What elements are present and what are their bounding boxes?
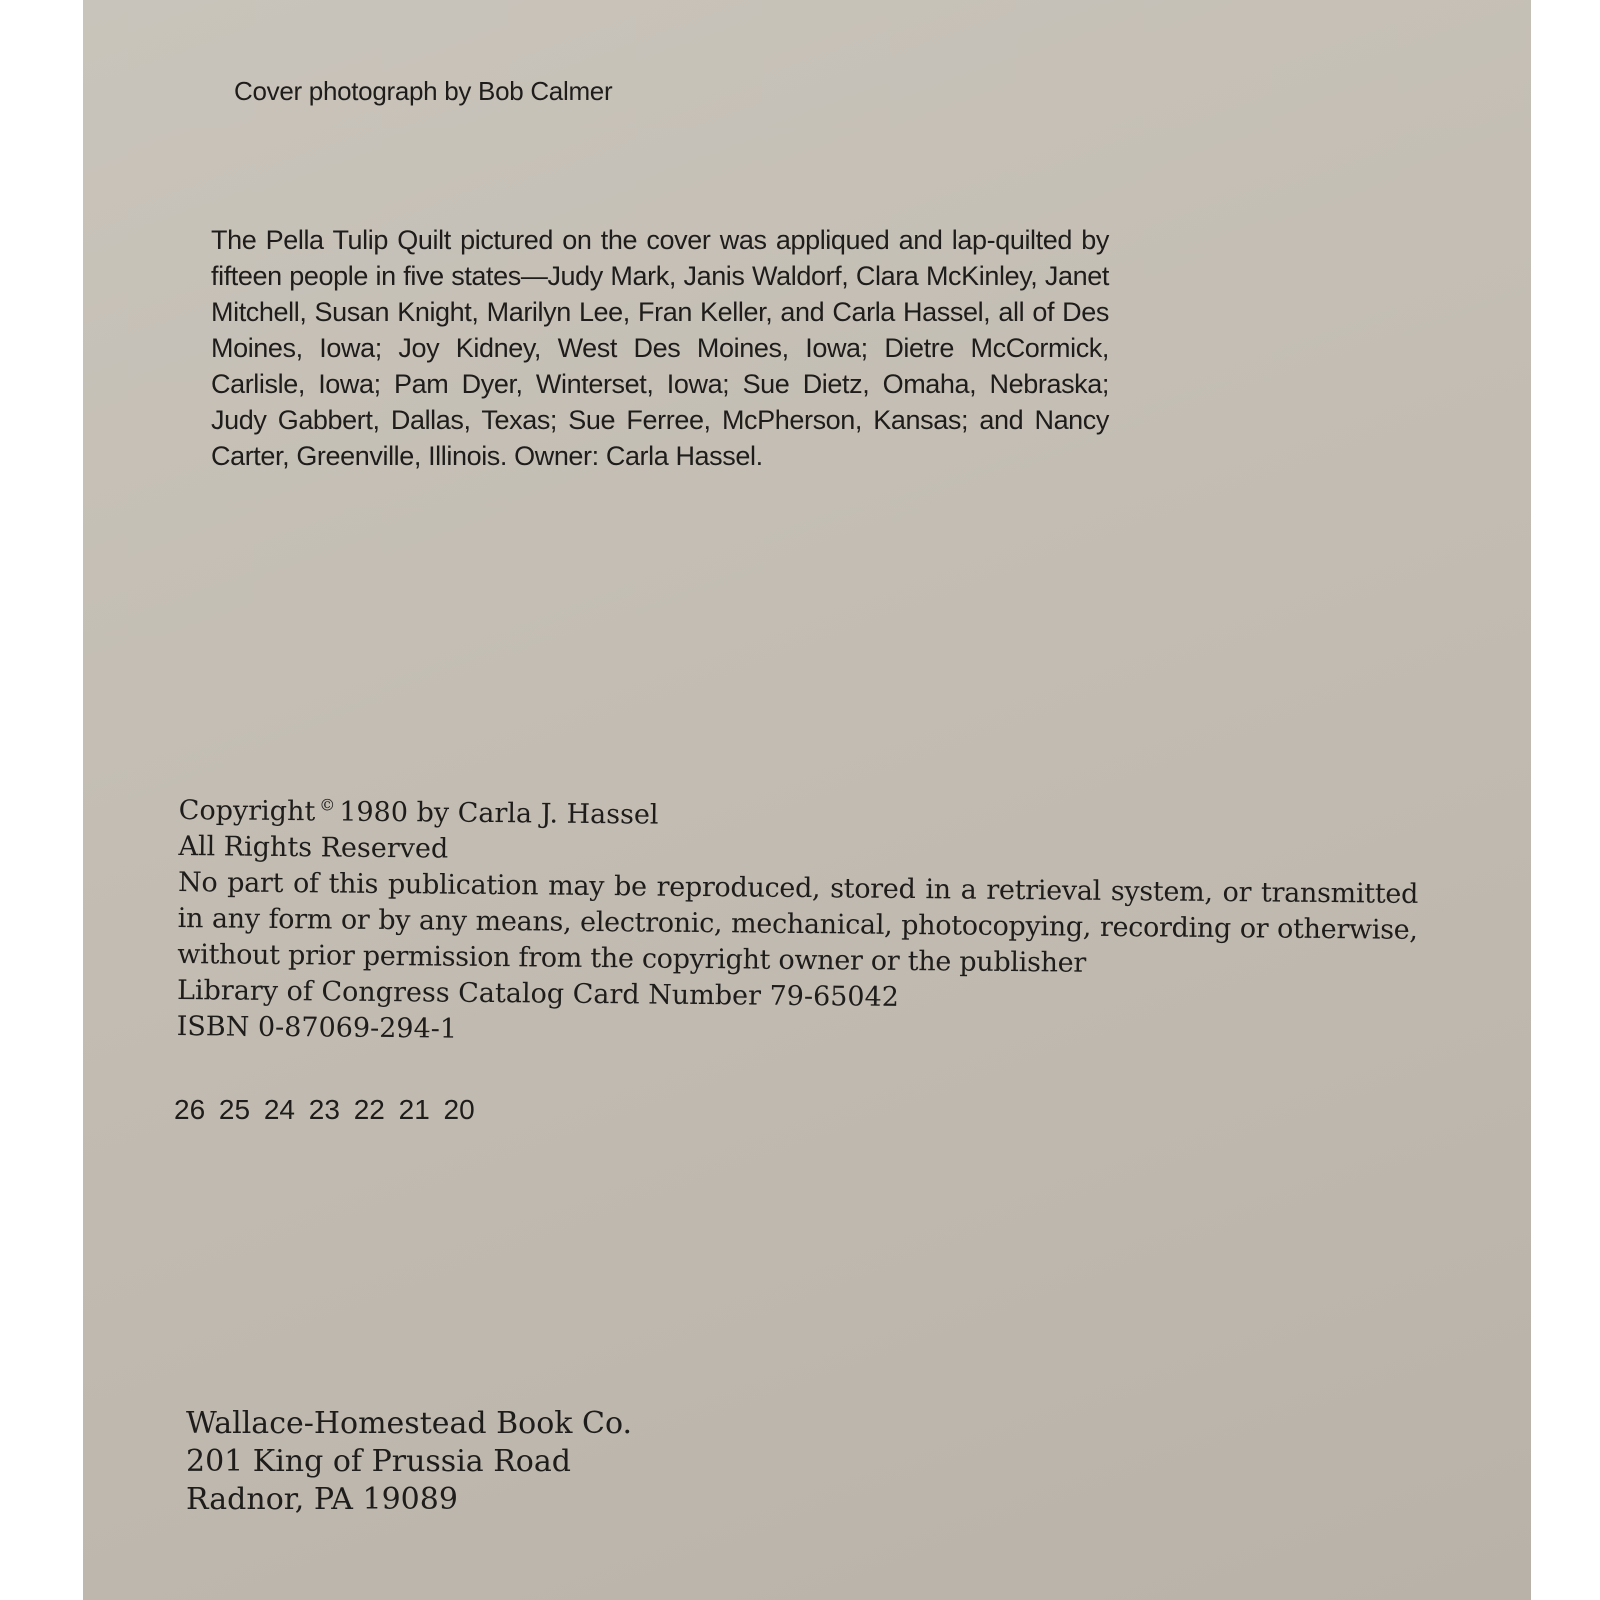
publisher-address <box>186 1405 632 1519</box>
isbn-line: ISBN 0-87069-294-1 <box>176 1010 458 1045</box>
book-page <box>83 0 1531 1600</box>
printing-number-line: 26 25 24 23 22 21 20 <box>174 1094 475 1125</box>
copyright-prefix: Copyright <box>178 794 316 828</box>
copyright-statement: 1980 by Carla J. Hassel <box>339 796 659 831</box>
publisher-name: Wallace-Homestead Book Co. <box>186 1406 633 1441</box>
cover-quilt-caption: The Pella Tulip Quilt pictured on the cover was appliqued and lap-quilted by fifteen people in five states—Judy Mark, Janis Waldorf, Clara McKinley, Janet Mitchell, Susan Knight, Marilyn Lee, Fran Keller, and Carla Hassel, all of Des Moines, Iowa; Joy Kidney, West Des Moines, Iowa; Dietre McCormick, Carlisle, Iowa; Pam Dyer, Winterset, Iowa; Sue Dietz, Omaha, Nebraska; Judy Gabbert, Dallas, Texas; Sue Ferree, McPherson, Kansas; and Nancy Carter, Greenville, Illinois. Owner: Carla Hassel. <box>211 225 1109 471</box>
publisher-street: 201 King of Prussia Road <box>186 1444 571 1479</box>
cover-photo-credit: Cover photograph by Bob Calmer <box>234 76 613 106</box>
rights-reserved: All Rights Reserved <box>178 830 449 865</box>
publisher-city: Radnor, PA 19089 <box>186 1482 458 1517</box>
copyright-block <box>177 786 1519 1058</box>
lccn-line: Library of Congress Catalog Card Number 79-65042 <box>176 974 900 1013</box>
copyright-symbol: © <box>319 795 336 815</box>
reproduction-notice: No part of this publication may be reproduced, stored in a retrieval system, or transmitted in any form or by any means, electronic, mechanical, photocopying, recording or otherwise, without prior permission from the copyright owner or the publisher <box>177 866 1419 979</box>
